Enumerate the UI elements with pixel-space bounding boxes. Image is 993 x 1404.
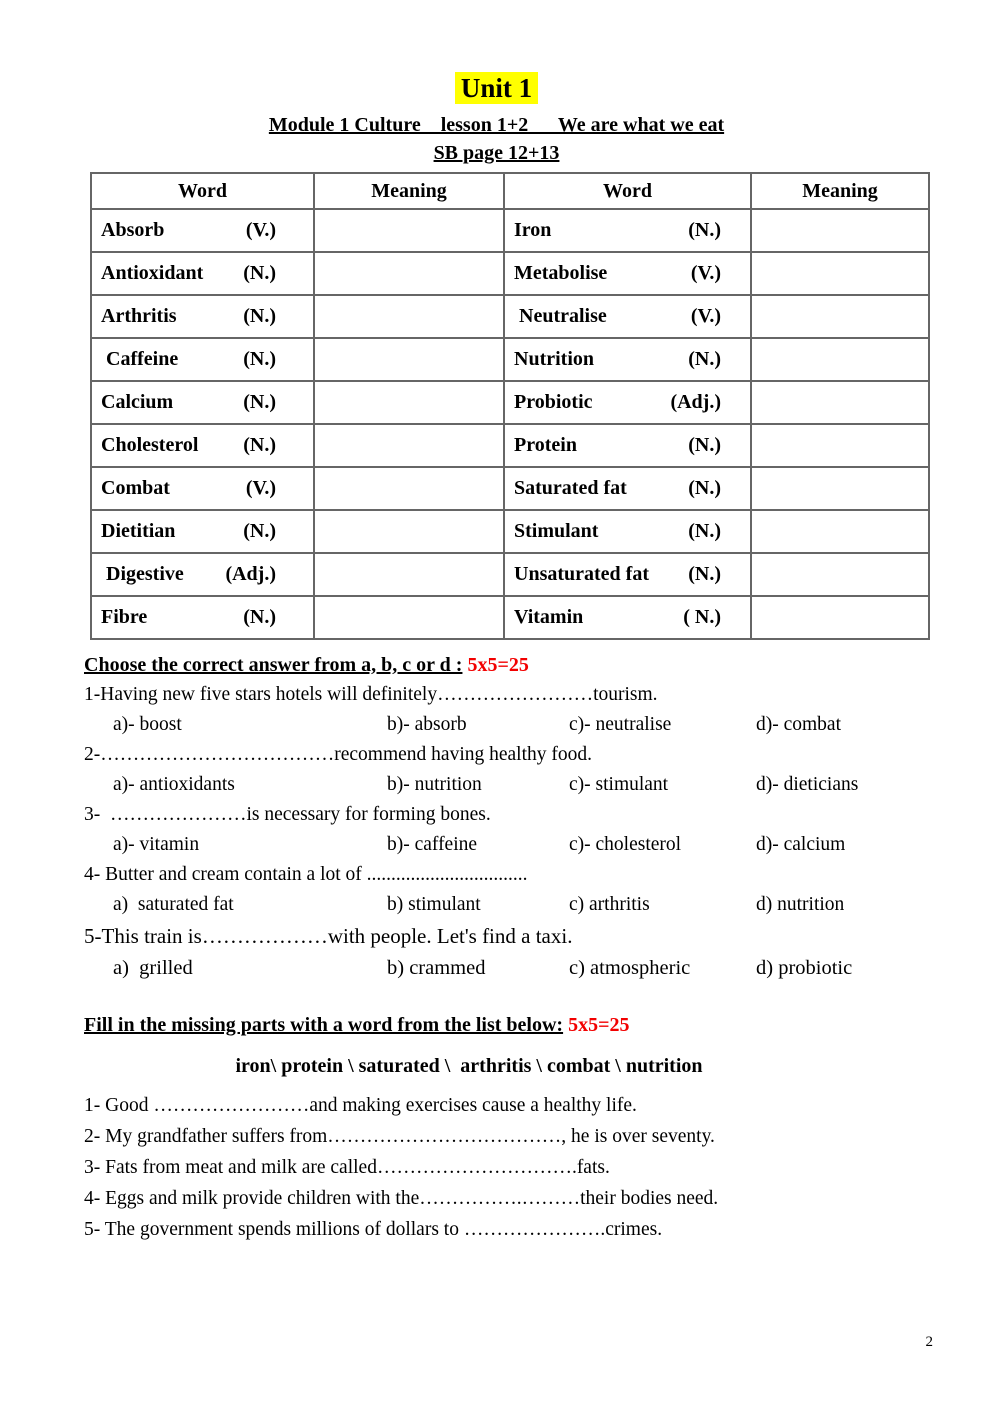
word-text: Protein bbox=[514, 434, 577, 456]
header bbox=[0, 0, 993, 166]
options-row bbox=[84, 710, 948, 740]
meaning-cell bbox=[314, 510, 504, 553]
meaning-cell bbox=[314, 467, 504, 510]
option-a: a)- vitamin bbox=[113, 834, 200, 855]
question-4 bbox=[84, 860, 948, 920]
meaning-cell bbox=[751, 467, 929, 510]
unit-title: Unit 1 bbox=[455, 72, 538, 104]
meaning-cell bbox=[314, 209, 504, 252]
word-text: Calcium bbox=[101, 391, 174, 413]
fill-sentence-5: 5- The government spends millions of dollars to ………………….crimes. bbox=[84, 1219, 663, 1240]
pos-text: (Adj.) bbox=[670, 391, 721, 413]
question-stem: 4- Butter and cream contain a lot of ................................. bbox=[84, 864, 528, 885]
option-a: a) saturated fat bbox=[113, 894, 234, 915]
table-row bbox=[91, 424, 929, 467]
pos-text: (N.) bbox=[243, 520, 276, 542]
pos-text: (V.) bbox=[690, 305, 721, 327]
word-cell bbox=[504, 381, 751, 424]
option-c: c)- neutralise bbox=[569, 714, 672, 735]
question-stem: 5-This train is………………with people. Let's find a taxi. bbox=[84, 924, 573, 948]
question-stem: 1-Having new five stars hotels will definitely……………………tourism. bbox=[84, 684, 658, 705]
option-d: d)- combat bbox=[756, 714, 842, 735]
word-cell bbox=[91, 381, 314, 424]
choose-heading-text: Choose the correct answer from a, b, c or d : bbox=[84, 654, 463, 676]
word-text: Metabolise bbox=[514, 262, 608, 284]
choose-section bbox=[84, 650, 948, 984]
word-text: Caffeine bbox=[101, 348, 179, 370]
meaning-cell bbox=[314, 295, 504, 338]
col-header-word-left: Word bbox=[91, 173, 314, 209]
meaning-cell bbox=[751, 424, 929, 467]
word-text: Combat bbox=[101, 477, 170, 499]
pos-text: (N.) bbox=[688, 520, 721, 542]
meaning-cell bbox=[314, 381, 504, 424]
col-header-meaning-left: Meaning bbox=[314, 173, 504, 209]
meaning-cell bbox=[314, 252, 504, 295]
option-b: b) stimulant bbox=[387, 894, 481, 915]
meaning-cell bbox=[751, 295, 929, 338]
options-row bbox=[84, 952, 948, 984]
word-cell bbox=[91, 596, 314, 639]
meaning-cell bbox=[751, 209, 929, 252]
options-row bbox=[84, 890, 948, 920]
pos-text: (V.) bbox=[245, 219, 276, 241]
word-cell bbox=[91, 424, 314, 467]
option-b: b)- caffeine bbox=[387, 834, 478, 855]
meaning-cell bbox=[751, 596, 929, 639]
word-text: Unsaturated fat bbox=[514, 563, 649, 585]
question-2 bbox=[84, 740, 948, 800]
question-5 bbox=[84, 920, 948, 984]
option-d: d) probiotic bbox=[756, 957, 853, 979]
option-d: d)- calcium bbox=[756, 834, 846, 855]
word-text: Antioxidant bbox=[101, 262, 204, 284]
pos-text: (N.) bbox=[243, 434, 276, 456]
word-text: Saturated fat bbox=[514, 477, 627, 499]
word-cell bbox=[91, 209, 314, 252]
option-d: d)- dieticians bbox=[756, 774, 859, 795]
option-c: c) arthritis bbox=[569, 894, 650, 915]
word-cell bbox=[91, 295, 314, 338]
word-cell bbox=[504, 295, 751, 338]
pos-text: (N.) bbox=[243, 391, 276, 413]
col-header-meaning-right: Meaning bbox=[751, 173, 929, 209]
question-stem: 2-………………………………recommend having healthy food. bbox=[84, 744, 592, 765]
meaning-cell bbox=[314, 553, 504, 596]
pos-text: (N.) bbox=[688, 348, 721, 370]
word-cell bbox=[504, 553, 751, 596]
option-c: c)- stimulant bbox=[569, 774, 669, 795]
fill-sentence-4: 4- Eggs and milk provide children with the…………….………their bodies need. bbox=[84, 1188, 719, 1209]
options-row bbox=[84, 830, 948, 860]
table-row bbox=[91, 553, 929, 596]
pos-text: (V.) bbox=[690, 262, 721, 284]
pos-text: (V.) bbox=[245, 477, 276, 499]
options-row bbox=[84, 770, 948, 800]
fill-sentences bbox=[84, 1090, 948, 1245]
meaning-cell bbox=[751, 510, 929, 553]
question-3 bbox=[84, 800, 948, 860]
word-cell bbox=[504, 424, 751, 467]
table-row bbox=[91, 467, 929, 510]
word-text: Neutralise bbox=[514, 305, 607, 327]
word-cell bbox=[504, 338, 751, 381]
word-cell bbox=[91, 553, 314, 596]
option-a: a)- boost bbox=[113, 714, 182, 735]
pos-text: (N.) bbox=[688, 219, 721, 241]
word-text: Nutrition bbox=[514, 348, 594, 370]
word-cell bbox=[91, 252, 314, 295]
fill-sentence-3: 3- Fats from meat and milk are called………………………….fats. bbox=[84, 1157, 610, 1178]
fill-sentence-2: 2- My grandfather suffers from………………………………, he is over seventy. bbox=[84, 1126, 715, 1147]
table-row bbox=[91, 596, 929, 639]
fill-section bbox=[84, 1010, 948, 1245]
meaning-cell bbox=[751, 381, 929, 424]
word-text: Probiotic bbox=[514, 391, 593, 413]
pos-text: (N.) bbox=[243, 606, 276, 628]
fill-sentence-1: 1- Good ……………………and making exercises cause a healthy life. bbox=[84, 1095, 637, 1116]
pos-text: (N.) bbox=[688, 477, 721, 499]
question-1 bbox=[84, 680, 948, 740]
option-c: c)- cholesterol bbox=[569, 834, 682, 855]
word-text: Stimulant bbox=[514, 520, 599, 542]
vocab-table bbox=[90, 172, 930, 640]
sb-page-heading: SB page 12+13 bbox=[433, 142, 560, 164]
option-b: b) crammed bbox=[387, 957, 486, 979]
option-b: b)- nutrition bbox=[387, 774, 482, 795]
option-d: d) nutrition bbox=[756, 894, 845, 915]
question-stem: 3- …………………is necessary for forming bones. bbox=[84, 804, 491, 825]
word-text: Vitamin bbox=[514, 606, 584, 628]
meaning-cell bbox=[751, 553, 929, 596]
fill-heading bbox=[84, 1010, 948, 1040]
page-number: 2 bbox=[925, 1334, 933, 1350]
word-cell bbox=[504, 252, 751, 295]
meaning-cell bbox=[314, 338, 504, 381]
word-text: Dietitian bbox=[101, 520, 176, 542]
word-cell bbox=[504, 467, 751, 510]
table-row bbox=[91, 510, 929, 553]
table-row bbox=[91, 338, 929, 381]
table-row bbox=[91, 295, 929, 338]
word-text: Cholesterol bbox=[101, 434, 199, 456]
pos-text: ( N.) bbox=[683, 606, 721, 628]
pos-text: (N.) bbox=[688, 434, 721, 456]
word-text: Arthritis bbox=[101, 305, 177, 327]
word-cell bbox=[504, 596, 751, 639]
option-a: a) grilled bbox=[113, 957, 193, 979]
word-cell bbox=[504, 510, 751, 553]
choose-heading bbox=[84, 650, 948, 680]
word-text: Fibre bbox=[101, 606, 148, 628]
option-a: a)- antioxidants bbox=[113, 774, 235, 795]
choose-score: 5x5=25 bbox=[467, 654, 529, 676]
module-heading: Module 1 Culture lesson 1+2 We are what we eat bbox=[268, 114, 725, 136]
table-row bbox=[91, 252, 929, 295]
word-text: Absorb bbox=[101, 219, 165, 241]
pos-text: (Adj.) bbox=[225, 563, 276, 585]
col-header-word-right: Word bbox=[504, 173, 751, 209]
meaning-cell bbox=[751, 338, 929, 381]
word-text: Digestive bbox=[101, 563, 184, 585]
word-cell bbox=[504, 209, 751, 252]
fill-score: 5x5=25 bbox=[568, 1014, 630, 1036]
pos-text: (N.) bbox=[243, 305, 276, 327]
word-cell bbox=[91, 467, 314, 510]
table-header-row bbox=[91, 173, 929, 209]
meaning-cell bbox=[751, 252, 929, 295]
pos-text: (N.) bbox=[243, 348, 276, 370]
word-cell bbox=[91, 510, 314, 553]
pos-text: (N.) bbox=[243, 262, 276, 284]
word-bank: iron\ protein \ saturated \ arthritis \ combat \ nutrition bbox=[235, 1055, 703, 1077]
table-row bbox=[91, 209, 929, 252]
option-b: b)- absorb bbox=[387, 714, 467, 735]
option-c: c) atmospheric bbox=[569, 957, 691, 979]
word-text: Iron bbox=[514, 219, 552, 241]
table-row bbox=[91, 381, 929, 424]
fill-heading-text: Fill in the missing parts with a word from the list below: bbox=[84, 1014, 564, 1036]
meaning-cell bbox=[314, 596, 504, 639]
word-cell bbox=[91, 338, 314, 381]
pos-text: (N.) bbox=[688, 563, 721, 585]
meaning-cell bbox=[314, 424, 504, 467]
